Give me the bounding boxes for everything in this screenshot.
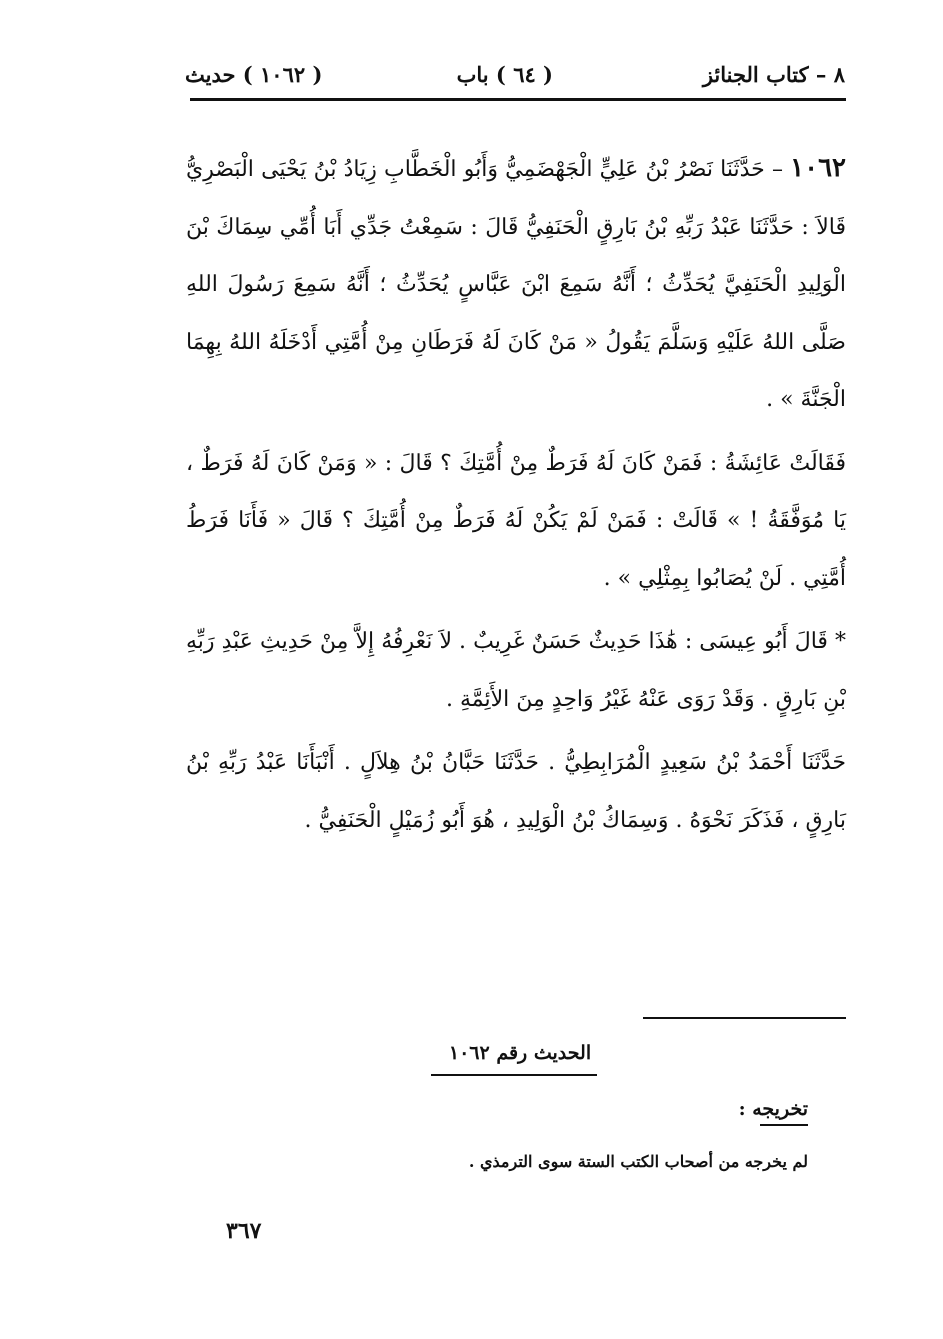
footnote-text: لم يخرجه من أصحاب الكتب الستة سوى الترمذي . [468,1152,808,1171]
hadith-paragraph-1 [186,140,846,429]
tirmidhi-comment: * قَالَ أَبُو عِيسَى : هَٰذَا حَدِيثٌ حَسَنٌ غَرِيبٌ . لاَ نَعْرِفُهُ إِلاَّ مِنْ حَدِيثِ عَبْدِ رَبِّهِ بْنِ بَارِقٍ . وَقَدْ رَوَى عَنْهُ غَيْرُ وَاحِدٍ مِنَ الأَئِمَّةِ . [186,629,846,712]
hadith-body [186,140,846,849]
running-header [185,58,845,98]
footnote-label-underline [760,1124,808,1126]
footnote-separator [643,1017,846,1019]
hadith-paragraph-2: فَقَالَتْ عَائِشَةُ : فَمَنْ كَانَ لَهُ فَرَطٌ مِنْ أُمَّتِكَ ؟ قَالَ : « وَمَنْ كَانَ لَهُ فَرَطٌ ، يَا مُوَفَّقَةُ ! » قَالَتْ : فَمَنْ لَمْ يَكُنْ لَهُ فَرَطٌ مِنْ أُمَّتِكَ ؟ قَالَ « فَأَنَا فَرَطُ أُمَّتِي . لَنْ يُصَابُوا بِمِثْلِي » . [186,450,846,591]
footnote-title: الحديث رقم ١٠٦٢ [448,1042,592,1064]
hadith-number: ١٠٦٢ [790,153,847,183]
hadith-isnad-text: – حَدَّثَنَا نَصْرُ بْنُ عَلِيٍّ الْجَهْضَمِيُّ وَأَبُو الْخَطَّابِ زِيَادُ بْنُ يَحْيَى الْبَصْرِيُّ قَالاَ : حَدَّثَنَا عَبْدُ رَبِّهِ بْنُ بَارِقٍ الْحَنَفِيُّ قَالَ : سَمِعْتُ جَدِّي أَبَا أُمِّي سِمَاكَ بْنَ الْوَلِيدِ الْحَنَفِيَّ يُحَدِّثُ ؛ أَنَّهُ سَمِعَ ابْنَ عَبَّاسٍ يُحَدِّثُ ؛ أَنَّهُ سَمِعَ رَسُولَ اللهِ صَلَّى اللهُ عَلَيْهِ وَسَلَّمَ يَقُولُ « مَنْ كَانَ لَهُ فَرَطَانِ مِنْ أُمَّتِي أَدْخَلَهُ اللهُ بِهِمَا الْجَنَّةَ » . [186,157,846,412]
header-book-title: ٨ – كتاب الجنائز [702,62,845,87]
footnote-label: تخريجه : [738,1098,808,1120]
header-hadith-number: ( ١٠٦٢ ) حديث [185,62,323,87]
page-number: ٣٦٧ [226,1218,262,1244]
hadith-paragraph-4: حَدَّثَنَا أَحْمَدُ بْنُ سَعِيدٍ الْمُرَابِطِيُّ . حَدَّثَنَا حَبَّانُ بْنُ هِلاَلٍ . أَنْبَأَنَا عَبْدُ رَبِّهِ بْنُ بَارِقٍ ، فَذَكَرَ نَحْوَهُ . وَسِمَاكُ بْنُ الْوَلِيدِ ، هُوَ أَبُو زُمَيْلٍ الْحَنَفِيُّ . [186,750,846,833]
footnote-title-underline [431,1074,597,1076]
header-rule [190,98,846,101]
header-chapter: ( ٦٤ ) باب [456,62,553,87]
